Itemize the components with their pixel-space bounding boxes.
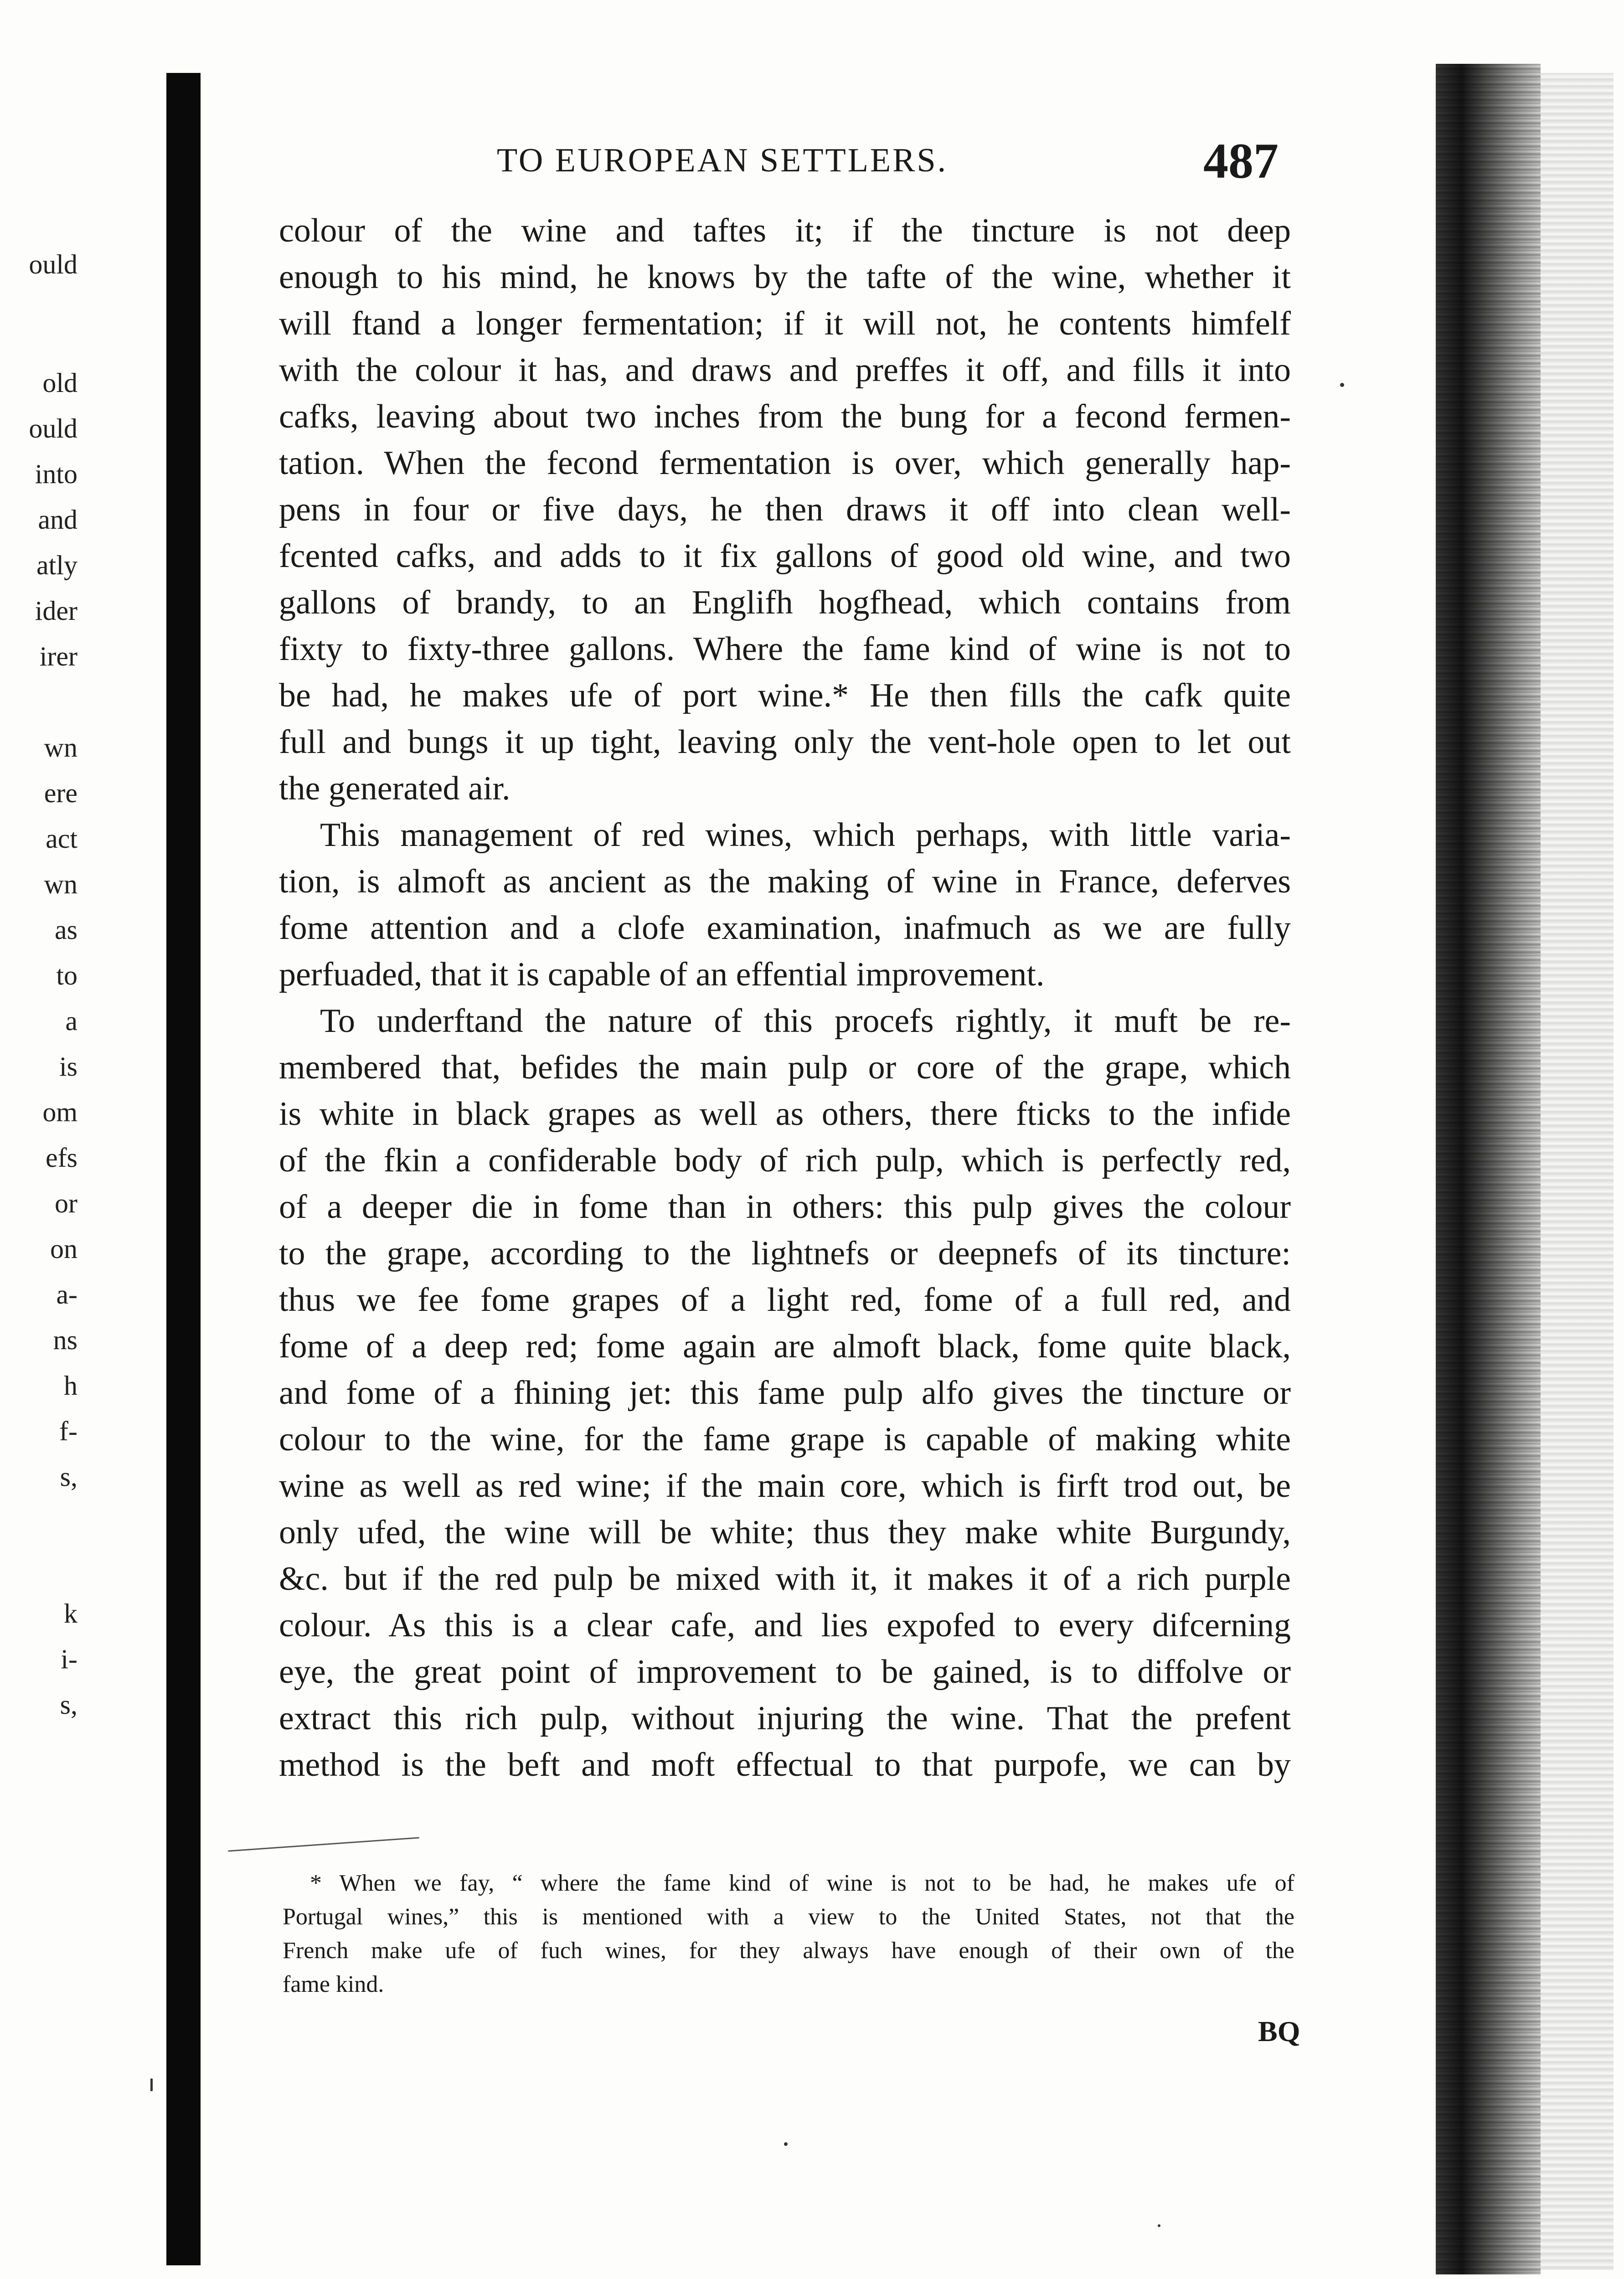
text-line: To underftand the nature of this procefs rightly, it muft be re- [320, 1002, 1291, 1040]
fragment: wn [44, 732, 77, 763]
text-line: is white in black grapes as well as others, there fticks to the infide [279, 1095, 1291, 1133]
fragment: ider [35, 596, 77, 626]
text-line: of a deeper die in fome than in others: this pulp gives the colour [279, 1188, 1291, 1226]
fragment: k [64, 1598, 77, 1629]
fragment: old [42, 368, 77, 398]
text-line: perfuaded, that it is capable of an effential improvement. [279, 956, 1045, 993]
text-line: full and bungs it up tight, leaving only the vent-hole open to let out [279, 723, 1291, 761]
text-line: tation. When the fecond fermentation is over, which generally hap- [279, 444, 1291, 482]
text-line: method is the beft and moft effectual to that purpofe, we can by [279, 1746, 1291, 1784]
fragment: a- [56, 1279, 77, 1310]
fragment: atly [36, 550, 77, 580]
footnote-line: French make ufe of fuch wines, for they always have enough of their own of the [283, 1938, 1294, 1964]
text-line: to the grape, according to the lightnefs or deepnefs of its tincture: [279, 1235, 1291, 1272]
text-line: the generated air. [279, 770, 510, 807]
text-line: fome attention and a clofe examination, inafmuch as we are fully [279, 909, 1291, 947]
fragment: ns [53, 1325, 77, 1355]
text-line: be had, he makes ufe of port wine.* He then fills the cafk quite [279, 677, 1291, 714]
scan-speck [150, 2078, 153, 2091]
fragment: s, [60, 1690, 77, 1720]
facing-page-fragments [0, 249, 87, 1805]
text-line: tion, is almoft as ancient as the making of wine in France, deferves [279, 863, 1291, 900]
text-line: This management of red wines, which perhaps, with little varia- [320, 816, 1291, 854]
fragment: or [55, 1188, 77, 1218]
binding-gutter [166, 73, 201, 2265]
fragment: f- [59, 1416, 77, 1446]
text-line: and fome of a fhining jet: this fame pulp alfo gives the tincture or [279, 1374, 1291, 1412]
fragment: is [59, 1052, 77, 1082]
fragment: as [55, 915, 77, 945]
text-line: enough to his mind, he knows by the tafte of the wine, whether it [279, 258, 1291, 296]
fragment: h [64, 1371, 77, 1401]
fragment: to [56, 960, 77, 990]
text-line: fome of a deep red; fome again are almoft black, fome quite black, [279, 1328, 1291, 1365]
text-line: &c. but if the red pulp be mixed with it, it makes it of a rich purple [279, 1560, 1291, 1598]
text-line: pens in four or five days, he then draws it off into clean well- [279, 491, 1291, 528]
footnote-line: Portugal wines,” this is mentioned with a view to the United States, not that the [283, 1904, 1294, 1930]
page-number: 487 [1203, 133, 1279, 189]
text-line: extract this rich pulp, without injuring the wine. That the prefent [279, 1700, 1291, 1737]
fragment: into [35, 459, 77, 489]
scan-speck [1158, 2224, 1160, 2227]
scan-speck [1340, 383, 1344, 387]
text-line: colour to the wine, for the fame grape is capable of making white [279, 1421, 1291, 1458]
fragment: and [38, 505, 77, 535]
text-line: will ftand a longer fermentation; if it will not, he contents himfelf [279, 305, 1291, 342]
fragment: s, [60, 1462, 77, 1492]
text-line: colour of the wine and taftes it; if the tincture is not deep [279, 212, 1291, 249]
text-line: eye, the great point of improvement to be gained, is to diffolve or [279, 1653, 1291, 1691]
fragment: ould [29, 249, 77, 279]
text-line: with the colour it has, and draws and preffes it off, and fills it into [279, 351, 1291, 389]
fragment: ere [44, 778, 77, 808]
running-head: TO EUROPEAN SETTLERS. [497, 142, 948, 179]
text-line: fixty to fixty-three gallons. Where the fame kind of wine is not to [279, 630, 1291, 668]
fragment: i- [61, 1644, 77, 1674]
footnote-rule [228, 1837, 419, 1851]
fragment: ould [29, 413, 77, 443]
fragment: a [65, 1006, 77, 1036]
text-line: colour. As this is a clear cafe, and lies expofed to every difcerning [279, 1607, 1291, 1644]
text-line: wine as well as red wine; if the main core, which is firft trod out, be [279, 1467, 1291, 1505]
text-line: gallons of brandy, to an Englifh hogfhead, which contains from [279, 584, 1291, 621]
text-line: membered that, befides the main pulp or core of the grape, which [279, 1049, 1291, 1086]
page-edge-shadow [1436, 64, 1541, 2274]
page-header [497, 132, 1408, 187]
fragment: on [50, 1234, 77, 1264]
scan-speck [784, 2142, 788, 2146]
body-text [279, 207, 1291, 1788]
fragment: efs [46, 1143, 77, 1173]
fragment: irer [39, 641, 77, 671]
page-edge-texture [1541, 73, 1614, 2270]
footnote-line: * When we fay, “ where the fame kind of wine is not to be had, he makes ufe of [310, 1870, 1294, 1896]
footnote [283, 1867, 1294, 2001]
text-line: cafks, leaving about two inches from the bung for a fecond fermen- [279, 398, 1291, 435]
fragment: om [42, 1097, 77, 1127]
text-line: of the fkin a confiderable body of rich pulp, which is perfectly red, [279, 1142, 1291, 1179]
text-line: thus we fee fome grapes of a light red, fome of a full red, and [279, 1281, 1291, 1319]
text-line: fcented cafks, and adds to it fix gallons of good old wine, and two [279, 537, 1291, 575]
fragment: wn [44, 869, 77, 899]
fragment: act [46, 824, 77, 854]
text-line: only ufed, the wine will be white; thus they make white Burgundy, [279, 1514, 1291, 1551]
footnote-line: fame kind. [283, 1971, 384, 1997]
signature-mark: BQ [1258, 2015, 1300, 2047]
